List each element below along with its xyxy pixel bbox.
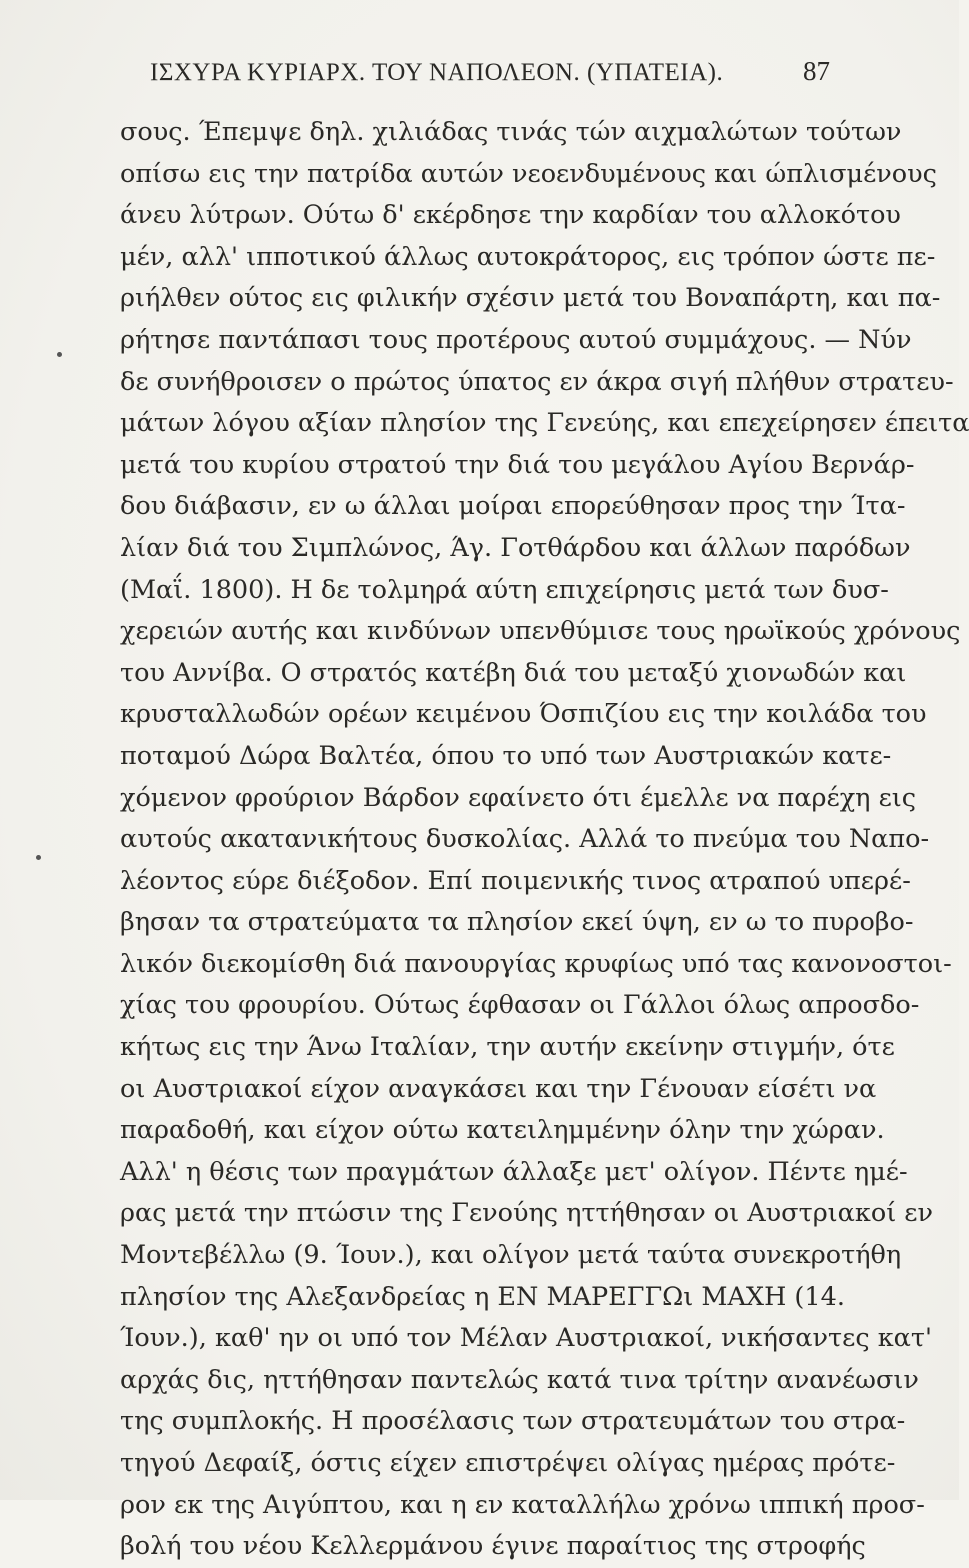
text-line: Μοντεβέλλω (9. Ίουν.), και ολίγον μετά ταύτα συνεκροτήθη [120, 1240, 902, 1271]
text-line: δου διάβασιν, εν ω άλλαι μοίραι επορεύθησαν προς την Ίτα- [120, 491, 906, 522]
text-line: Ίουν.), καθ' ην οι υπό τον Μέλαν Αυστριακοί, νικήσαντες κατ' [120, 1323, 932, 1354]
text-line: κρυσταλλωδών ορέων κειμένου Όσπιζίου εις την κοιλάδα του [120, 699, 927, 730]
text-line: του Αννίβα. Ο στρατός κατέβη διά του μεταξύ χιονωδών και [120, 657, 907, 688]
running-head: ΙΣΧΥΡΑ ΚΥΡΙΑΡΧ. ΤΟΥ ΝΑΠΟΛΕΟΝ. (ΥΠΑΤΕΙΑ). [150, 59, 724, 86]
text-line: μετά του κυρίου στρατού την διά του μεγάλου Αγίου Βερνάρ- [120, 449, 915, 480]
text-line: της συμπλοκής. Η προσέλασις των στρατευμάτων του στρα- [120, 1406, 906, 1437]
text-line: τηγού Δεφαίξ, όστις είχεν επιστρέψει ολίγας ημέρας πρότε- [120, 1448, 896, 1478]
margin-mark [57, 352, 62, 357]
text-line: βησαν τα στρατεύματα τα πλησίον εκεί ύψη, εν ω το πυροβο- [120, 907, 914, 938]
text-line: οπίσω εις την πατρίδα αυτών νεοενδυμένους και ώπλισμένους [120, 158, 937, 189]
text-line: μέν, αλλ' ιπποτικού άλλως αυτοκράτορος, εις τρόπον ώστε πε- [120, 241, 936, 272]
text-line: χίας του φρουρίου. Ούτως έφθασαν οι Γάλλοι όλως απροσδο- [120, 990, 920, 1021]
text-line: Αλλ' η θέσις των πραγμάτων άλλαξε μετ' ολίγον. Πέντε ημέ- [120, 1156, 908, 1187]
text-line: άνευ λύτρων. Ούτω δ' εκέρδησε την καρδίαν του αλλοκότου [120, 200, 901, 231]
text-line: δε συνήθροισεν ο πρώτος ύπατος εν άκρα σιγή πλήθυν στρατευ- [120, 366, 954, 397]
text-line: σους. Έπεμψε δηλ. χιλιάδας τινάς τών αιχμαλώτων τούτων [120, 117, 902, 147]
text-line: μάτων λόγου αξίαν πλησίον της Γενεύης, και επεχείρησεν έπειτα [120, 408, 969, 439]
text-line: αρχάς δις, ηττήθησαν παντελώς κατά τινα τρίτην ανανέωσιν [120, 1364, 919, 1395]
text-line: βολή του νέου Κελλερμάνου έγινε παραίτιος της στροφής [120, 1531, 866, 1562]
text-line: κήτως εις την Άνω Ιταλίαν, την αυτήν εκείνην στιγμήν, ότε [120, 1032, 895, 1063]
text-line: ρον εκ της Αιγύπτου, και η εν καταλλήλω χρόνω ιππική προσ- [120, 1489, 925, 1520]
text-line: παραδοθή, και είχον ούτω κατειλημμένην όλην την χώραν. [120, 1115, 885, 1146]
text-line: ποταμού Δώρα Βαλτέα, όπου το υπό των Αυστριακών κατε- [120, 740, 892, 771]
text-line: ριήλθεν ούτος εις φιλικήν σχέσιν μετά του Βοναπάρτη, και πα- [120, 283, 941, 314]
text-line: λικόν διεκομίσθη διά πανουργίας κρυφίως υπό τας κανονοστοι- [120, 948, 952, 979]
text-line: χερειών αυτής και κινδύνων υπενθύμισε τους ηρωϊκούς χρόνους [120, 616, 961, 647]
text-line: πλησίον της Αλεξανδρείας η ΕΝ ΜΑΡΕΓΓΩι ΜΑΧΗ (14. [120, 1281, 845, 1312]
text-line: οι Αυστριακοί είχον αναγκάσει και την Γένουαν είσέτι να [120, 1073, 877, 1104]
text-line: λίαν διά του Σιμπλώνος, Άγ. Γοτθάρδου και άλλων παρόδων [120, 532, 911, 563]
text-line: λέοντος εύρε διέξοδον. Επί ποιμενικής τινος ατραπού υπερέ- [120, 865, 911, 896]
page-number: 87 [803, 56, 830, 86]
text-line: ρήτησε παντάπασι τους προτέρους αυτού συμμάχους. — Νύν [120, 324, 912, 355]
text-line: χόμενον φρούριον Βάρδον εφαίνετο ότι έμελλε να παρέχη εις [120, 782, 917, 813]
body-text [120, 112, 969, 1568]
text-line: αυτούς ακατανικήτους δυσκολίας. Αλλά το πνεύμα του Ναπο- [120, 824, 930, 855]
text-line: ρας μετά την πτώσιν της Γενούης ηττήθησαν οι Αυστριακοί εν [120, 1198, 934, 1229]
page-header [150, 56, 830, 96]
text-line: (Μαΐ. 1800). Η δε τολμηρά αύτη επιχείρησις μετά των δυσ- [120, 574, 889, 605]
margin-mark [36, 855, 41, 860]
